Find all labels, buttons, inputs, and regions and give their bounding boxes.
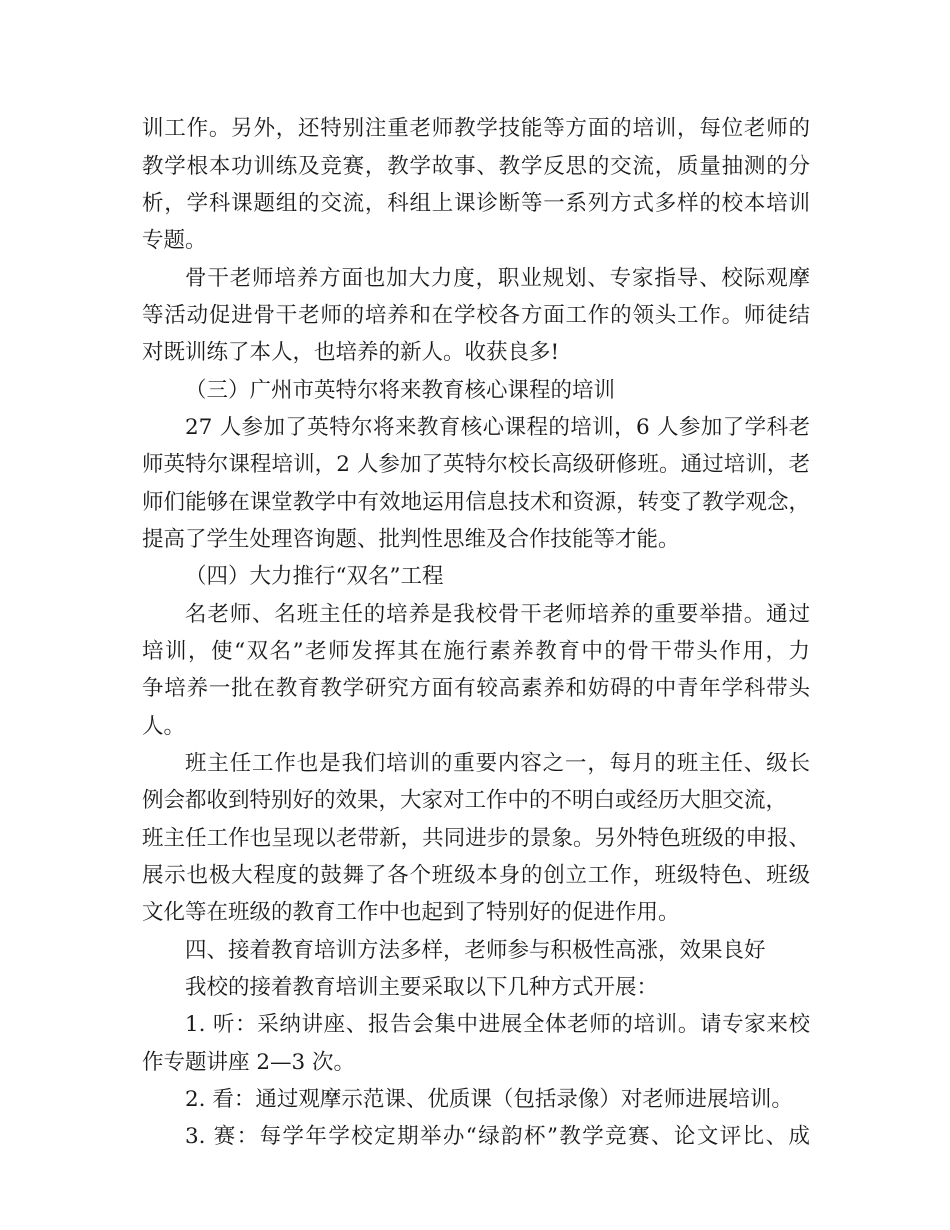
text-line: 析，学科课题组的交流，科组上课诊断等一系列方式多样的校本培训 — [142, 191, 810, 216]
text-line: 人。 — [142, 714, 186, 739]
text-line: 培训，使“双名”老师发挥其在施行素养教育中的骨干带头作用，力 — [142, 639, 810, 664]
text-line: 师英特尔课程培训，2 人参加了英特尔校长高级研修班。通过培训，老 — [142, 452, 810, 477]
text-line: 提高了学生处理咨询题、批判性思维及合作技能等才能。 — [142, 527, 680, 552]
paragraph-first-line: 名老师、名班主任的培养是我校骨干老师培养的重要举措。通过 — [185, 602, 810, 627]
text-line: 教学根本功训练及竞赛，教学故事、教学反思的交流，质量抽测的分 — [142, 154, 810, 179]
text-line: 对既训练了本人，也培养的新人。收获良多! — [142, 340, 560, 365]
text-line: 例会都收到特别好的效果，大家对工作中的不明白或经历大胆交流， — [142, 788, 788, 813]
text-line: 文化等在班级的教育工作中也起到了特别好的促进作用。 — [142, 900, 680, 925]
text-line: 展示也极大程度的鼓舞了各个班级本身的创立工作，班级特色、班级 — [142, 863, 810, 888]
list-item: 3. 赛：每学年学校定期举办“绿韵杯”教学竞赛、论文评比、成 — [185, 1124, 810, 1149]
section-heading: （四）大力推行“双名”工程 — [185, 564, 444, 589]
text-line: 等活动促进骨干老师的培养和在学校各方面工作的领头工作。师徒结 — [142, 303, 810, 328]
text-line: 作专题讲座 2—3 次。 — [142, 1050, 356, 1075]
text-line: 训工作。另外，还特别注重老师教学技能等方面的培训，每位老师的 — [142, 116, 810, 141]
section-heading: 四、接着教育培训方法多样，老师参与积极性高涨，效果良好 — [185, 938, 766, 963]
text-line: 争培养一批在教育教学研究方面有较高素养和妨碍的中青年学科带头 — [142, 676, 810, 701]
list-item: 1. 听：采纳讲座、报告会集中进展全体老师的培训。请专家来校 — [185, 1012, 810, 1037]
paragraph-first-line: 班主任工作也是我们培训的重要内容之一，每月的班主任、级长 — [185, 751, 810, 776]
text-line: 师们能够在课堂教学中有效地运用信息技术和资源，转变了教学观念， — [142, 490, 810, 515]
text-line: 专题。 — [142, 228, 207, 253]
section-heading: （三）广州市英特尔将来教育核心课程的培训 — [185, 378, 616, 403]
list-item: 2. 看：通过观摩示范课、优质课（包括录像）对老师进展培训。 — [185, 1087, 793, 1112]
paragraph-first-line: 27 人参加了英特尔将来教育核心课程的培训，6 人参加了学科老 — [185, 415, 810, 440]
text-line: 我校的接着教育培训主要采取以下几种方式开展： — [185, 975, 659, 1000]
paragraph-first-line: 骨干老师培养方面也加大力度，职业规划、专家指导、校际观摩 — [185, 266, 810, 291]
text-line: 班主任工作也呈现以老带新，共同进步的景象。另外特色班级的申报、 — [142, 826, 810, 851]
